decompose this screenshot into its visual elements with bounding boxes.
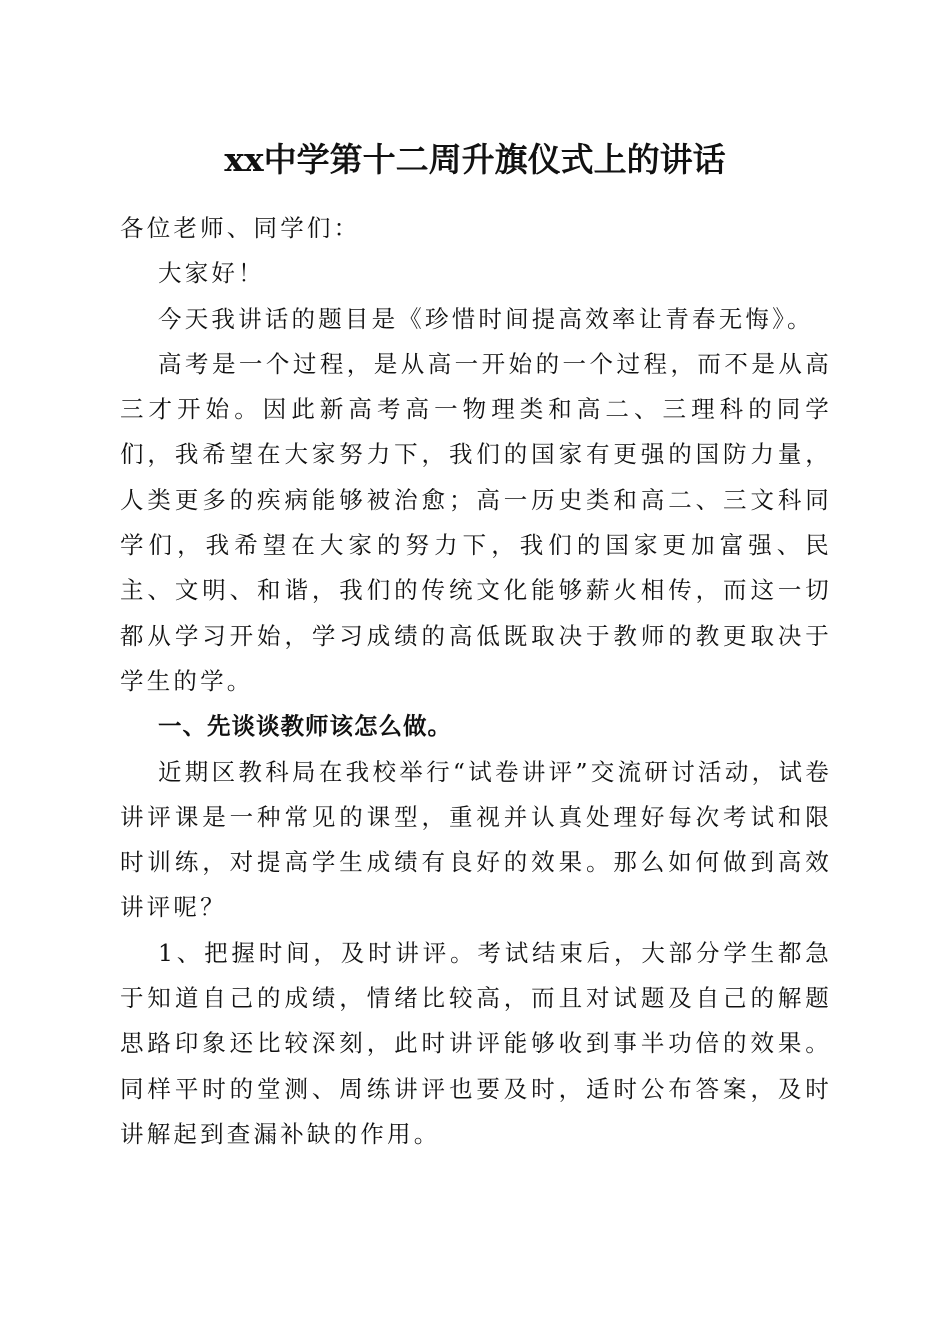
greeting: 大家好！: [158, 259, 265, 288]
paragraph-topic: 今天我讲话的题目是《珍惜时间提高效率让青春无悔》。: [158, 304, 814, 333]
section-heading: 一、先谈谈教师该怎么做。: [158, 712, 452, 741]
paragraph-gaokao: 高考是一个过程，是从高一开始的一个过程，而不是从高三才开始。因此新高考高一物理类和高二、三理科的同学们，我希望在大家努力下，我们的国家有更强的国防力量，人类更多的疾病能够被治愈；高一历史类和高二、三文科同学们，我希望在大家的努力下，我们的国家更加富强、民主、文明、和谐，我们的传统文化能够薪火相传，而这一切都从学习开始，学习成绩的高低既取决于教师的教更取决于学生的学。: [120, 349, 832, 695]
salutation: 各位老师、同学们：: [120, 214, 361, 242]
paragraph-exam-review: 近期区教科局在我校举行“试卷讲评”交流研讨活动，试卷讲评课是一种常见的课型，重视并认真处理好每次考试和限时训练，对提高学生成绩有良好的效果。那么如何做到高效讲评呢？: [120, 757, 832, 922]
paragraph-timely-review: 1、把握时间，及时讲评。考试结束后，大部分学生都急于知道自己的成绩，情绪比较高，而且对试题及自己的解题思路印象还比较深刻，此时讲评能够收到事半功倍的效果。同样平时的堂测、周练讲评也要及时，适时公布答案，及时讲解起到查漏补缺的作用。: [120, 938, 832, 1148]
document-body: [120, 206, 832, 1157]
document-title: xx中学第十二周升旗仪式上的讲话: [224, 140, 726, 179]
